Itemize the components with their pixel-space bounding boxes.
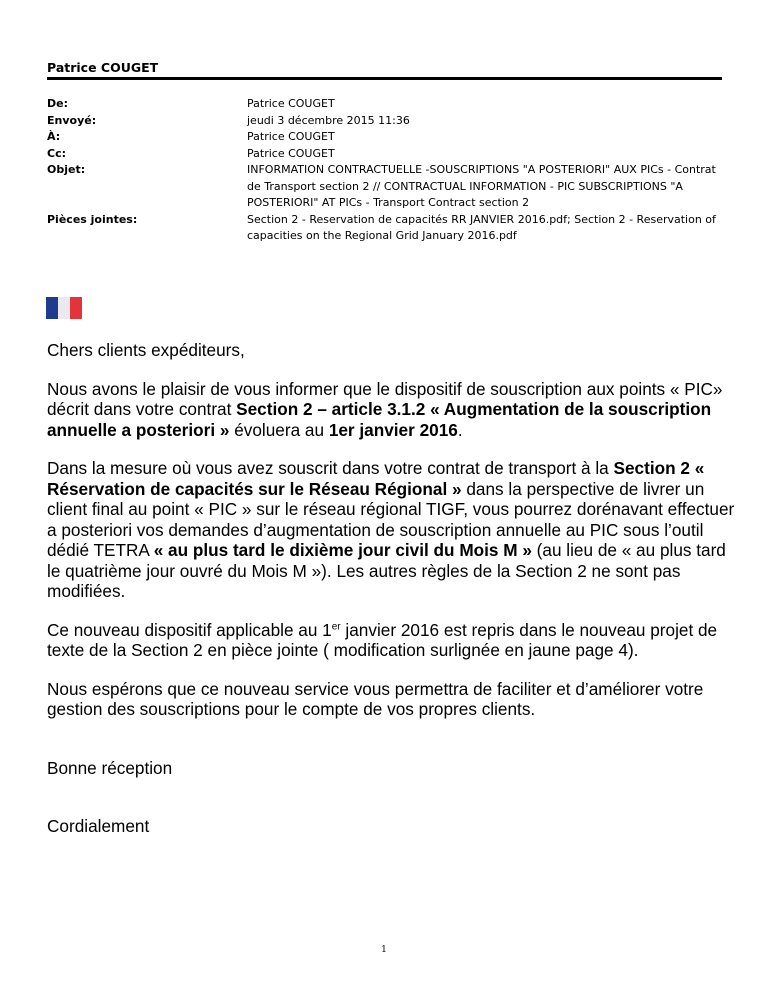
header-row-from [47, 96, 727, 113]
header-label: Objet: [47, 163, 86, 176]
superscript: er [331, 620, 341, 632]
header-row-to [47, 129, 727, 146]
text-run: . [457, 419, 463, 440]
paragraph-3 [47, 620, 737, 661]
text-run: Dans la mesure où vous avez souscrit dans votre contrat de transport à la [47, 458, 614, 478]
bold-run: « au plus tard le dixième jour civil du Mois M » [153, 540, 532, 560]
header-label: Pièces jointes: [47, 212, 138, 226]
header-value: Patrice COUGET [247, 130, 335, 143]
page-number: 1 [381, 945, 387, 955]
header-label: Cc: [47, 146, 66, 160]
bold-run: 1er janvier 2016 [328, 419, 458, 440]
bold-run: Section 2 « Réservation de capacités sur le Réseau Régional » [47, 458, 705, 499]
header-divider [47, 77, 722, 80]
sender-name: Patrice COUGET [47, 60, 159, 75]
text-run: (au lieu de « au plus tard le quatrième jour ouvré du Mois M »). Les autres règles de la Section 2 ne sont pas modifiées. [47, 540, 726, 601]
paragraph-2 [47, 458, 737, 602]
attachment-links[interactable]: Section 2 - Reservation de capacités RR JANVIER 2016.pdf; Section 2 - Reservation of capacities on the Regional Grid January 2016.pdf [247, 212, 716, 242]
closing-signoff: Cordialement [47, 816, 150, 836]
flag-red-stripe [70, 297, 82, 319]
france-flag-icon [46, 297, 82, 319]
text-run: Ce nouveau dispositif applicable au 1 [47, 619, 332, 640]
flag-blue-stripe [46, 297, 58, 319]
paragraph-4: Nous espérons que ce nouveau service vous permettra de faciliter et d’améliorer votre gestion des souscriptions pour le compte de vos propres clients. [47, 678, 704, 719]
header-value: Patrice COUGET [247, 97, 335, 110]
email-body [47, 340, 737, 837]
flag-white-stripe [58, 297, 70, 319]
text-run: dans la perspective de livrer un client final au point « PIC » sur le réseau régional TIGF, vous pourrez dorénavant effectuer a posteriori vos demandes d’augmentation de souscription annuelle au PIC sous l’outil dédié TETRA [47, 478, 735, 560]
text-run: Nous avons le plaisir de vous informer que le dispositif de souscription aux points « PIC» décrit dans votre contrat [47, 378, 723, 419]
header-value: INFORMATION CONTRACTUELLE -SOUSCRIPTIONS "A POSTERIORI" AUX PICs - Contrat de Transport section 2 // CONTRACTUAL INFORMATION - PIC SUBSCRIPTIONS "A POSTERIORI" AT PICs - Transport Contract section 2 [247, 163, 716, 209]
closing-regards: Bonne réception [47, 757, 173, 778]
header-row-cc [47, 146, 727, 163]
header-label: Envoyé: [47, 113, 97, 127]
text-run: évoluera au [229, 419, 329, 440]
header-row-subject [47, 162, 727, 212]
header-value: Patrice COUGET [247, 146, 335, 160]
header-value: jeudi 3 décembre 2015 11:36 [247, 113, 410, 127]
header-label: De: [47, 97, 68, 110]
paragraph-1 [47, 379, 737, 441]
header-label: À: [47, 130, 61, 143]
header-row-attachments [47, 212, 727, 245]
header-row-sent [47, 113, 727, 130]
email-headers [47, 96, 727, 245]
bold-run: Section 2 – article 3.1.2 « Augmentation de la souscription annuelle a posteriori » [47, 399, 712, 440]
text-run: janvier 2016 est repris dans le nouveau projet de texte de la Section 2 en pièce jointe ( modification surlignée en jaune page 4). [47, 619, 718, 660]
greeting: Chers clients expéditeurs, [47, 340, 245, 360]
